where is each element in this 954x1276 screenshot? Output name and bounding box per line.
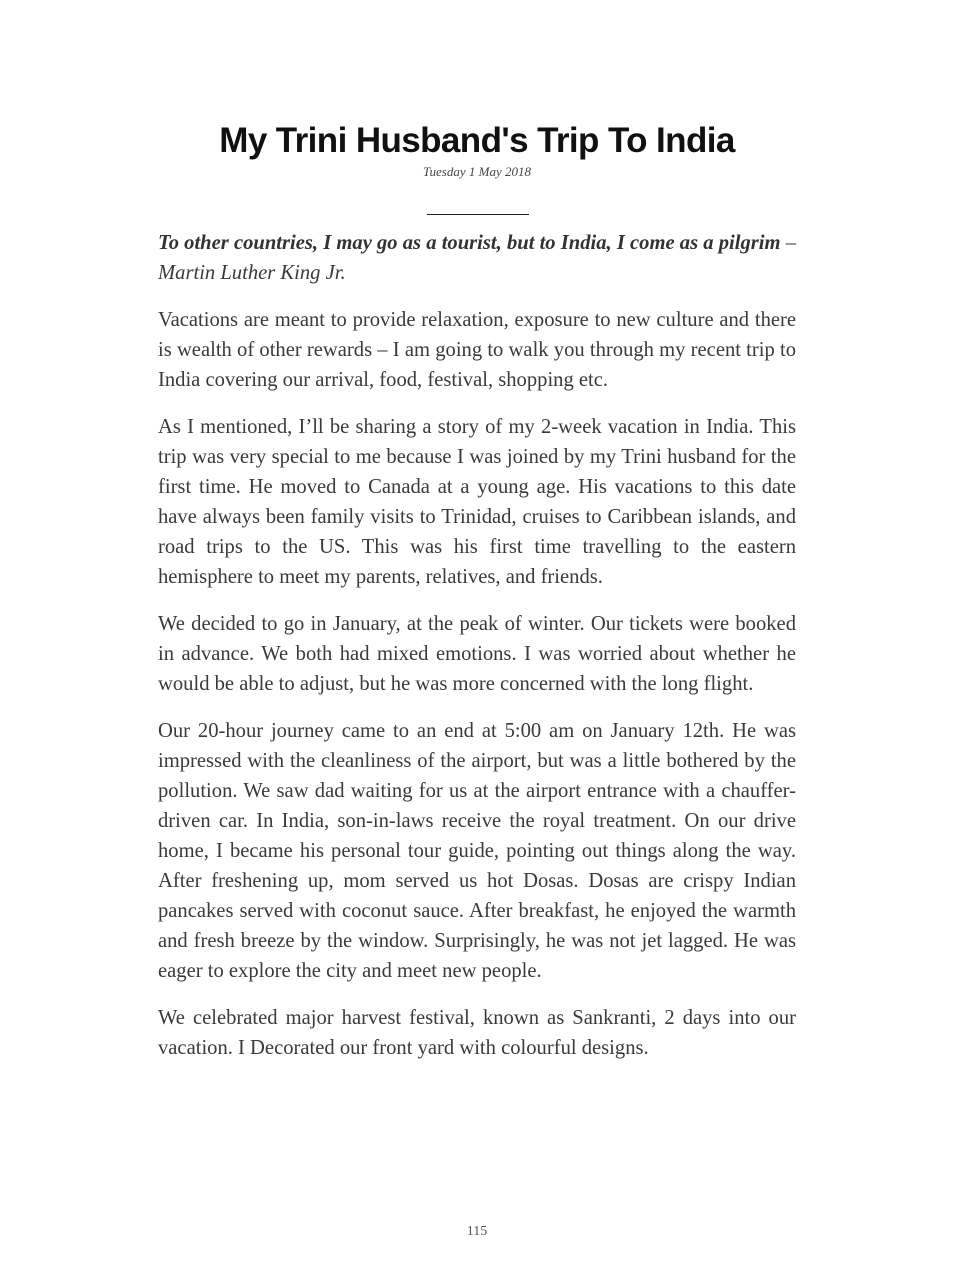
body-paragraph: We celebrated major harvest festival, known as Sankranti, 2 days into our vacation. I Decorated our front yard with colourful designs. [158,1007,796,1059]
article-body [158,228,796,1080]
quote-author: Martin Luther King Jr. [158,262,346,284]
body-paragraph: Our 20-hour journey came to an end at 5:00 am on January 12th. He was impressed with the cleanliness of the airport, but was a little bothered by the pollution. We saw dad waiting for us at the airport entrance with a chauffer-driven car. In India, son-in-laws receive the royal treatment. On our drive home, I became his personal tour guide, pointing out things along the way. After freshening up, mom served us hot Dosas. Dosas are crispy Indian pancakes served with coconut sauce. After breakfast, he enjoyed the warmth and fresh breeze by the window. Surprisingly, he was not jet lagged. He was eager to explore the city and meet new people. [158,720,796,982]
article-date: Tuesday 1 May 2018 [423,164,531,179]
quote-separator: – [780,232,796,254]
article-title: My Trini Husband's Trip To India [219,121,735,160]
page-number: 115 [466,1224,488,1239]
title-divider [427,214,529,215]
body-paragraph: We decided to go in January, at the peak of winter. Our tickets were booked in advance. We both had mixed emotions. I was worried about whether he would be able to adjust, but he was more concerned with the long flight. [158,613,796,695]
body-paragraph: Vacations are meant to provide relaxation, exposure to new culture and there is wealth of other rewards – I am going to walk you through my recent trip to India covering our arrival, food, festival, shopping etc. [158,309,796,391]
epigraph-quote [158,228,796,288]
body-paragraph: As I mentioned, I’ll be sharing a story of my 2-week vacation in India. This trip was very special to me because I was joined by my Trini husband for the first time. He moved to Canada at a young age. His vacations to this date have always been family visits to Trinidad, cruises to Caribbean islands, and road trips to the US. This was his first time travelling to the eastern hemisphere to meet my parents, relatives, and friends. [158,416,796,588]
quote-text: To other countries, I may go as a tourist, but to India, I come as a pilgrim [158,232,781,254]
